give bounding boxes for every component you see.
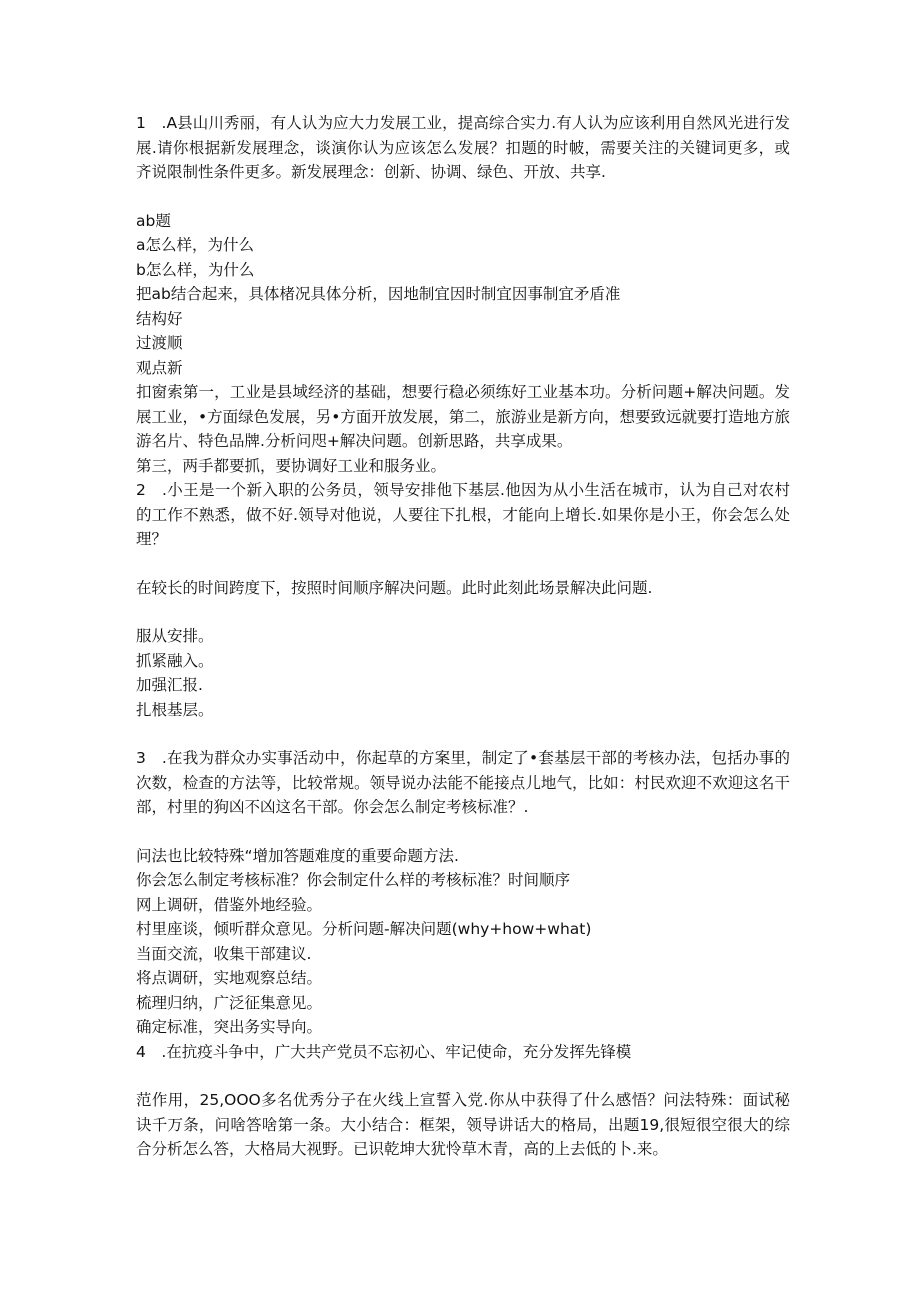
text-line: 扎根基层。 xyxy=(136,700,214,719)
paragraph-spacer xyxy=(136,600,790,624)
text-line: 服从安排。 xyxy=(136,627,214,645)
text-line: b怎么样，为什么 xyxy=(136,260,255,279)
text-line: 抓紧融入。 xyxy=(136,651,214,670)
body-paragraph: 扣窗索第一，工业是县域经济的基础，想要行稳必须练好工业基本功。分析问题+解决问题。发展工业，•方面绿色发展，另•方面开放发展，第二，旅游业是新方向，想要致远就要打造地方旅游名片、特色品牌.分析问咫+解决问题。创新思路，共享成果。 xyxy=(136,383,790,450)
paragraph-spacer xyxy=(136,722,790,746)
text-line: 观点新 xyxy=(136,358,183,377)
text-line: 4 .在抗疫斗争中，广大共产党员不忘初心、牢记使命，充分发挥先锋模 xyxy=(136,1042,632,1061)
body-paragraph: 1 .A县山川秀丽，有人认为应大力发展工业，提高综合实力.有人认为应该利用自然风光进行发展.请你根据新发展理念，谈演你认为应该怎么发展？扣题的时帔，需要关注的关键词更多，或齐说限制性条件更多。新发展理念：创新、协调、绿色、开放、共享. xyxy=(136,114,790,181)
text-line: 加强汇报. xyxy=(136,676,203,694)
text-line: ab题 xyxy=(136,211,171,230)
paragraph-spacer xyxy=(136,1064,790,1088)
text-line: 梳理归纳，广泛征集意见。 xyxy=(136,993,323,1012)
text-line: 将点调研，实地观察总结。 xyxy=(136,969,323,987)
text-line: 确定标准，突出务实导向。 xyxy=(136,1018,323,1036)
text-line: 在较长的时间跨度下，按照时间顺序解决问题。此时此刻此场景解决此问题. xyxy=(136,578,653,597)
body-paragraph: 范作用，25,OOO多名优秀分子在火线上宣誓入党.你从中获得了什么感悟？问法特殊：面试秘诀千万条，问啥答啥第一条。大小结合：框架，领导讲话大的格局，出题19,很短很空很大的综合分析怎么答，大格局大视野。已识乾坤大犹怜草木青，高的上去低的卜.来。 xyxy=(136,1091,790,1158)
text-line: 网上调研，借鉴外地经验。 xyxy=(136,895,323,914)
text-line: a怎么样，为什么 xyxy=(136,236,254,254)
paragraph-spacer xyxy=(136,820,790,844)
text-line: 问法也比较特殊“增加答题难度的重要命题方法. xyxy=(136,846,459,865)
body-paragraph: 3 .在我为群众办实事活动中，你起草的方案里，制定了•套基层干部的考核办法，包括办事的次数，检查的方法等，比较常规。领导说办法能不能接点儿地气，比如：村民欢迎不欢迎这名干部，村里的狗凶不凶这名干部。你会怎么制定考核标准？. xyxy=(136,749,790,816)
document-body xyxy=(136,111,790,1162)
text-line: 把ab结合起来，具体楮况具体分析，因地制宜因时制宜因事制宜矛盾准 xyxy=(136,285,621,303)
text-line: 当面交流，收集干部建议. xyxy=(136,944,312,963)
text-line: 结构好 xyxy=(136,309,183,328)
text-line: 第三，两手都要抓，要协调好工业和服务业。 xyxy=(136,456,447,475)
body-paragraph: 2 .小王是一个新入职的公务员，领导安排他下基层.他因为从小生活在城市，认为自己对农村的工作不熟悉，做不好.领导对他说，人要往下扎根，才能向上增长.如果你是小王，你会怎么处理？ xyxy=(136,481,790,548)
text-line: 你会怎么制定考核标准？你会制定什么样的考核标准？时间顺序 xyxy=(136,871,571,889)
paragraph-spacer xyxy=(136,552,790,576)
paragraph-spacer xyxy=(136,185,790,209)
text-line: 村里座谈，倾听群众意见。分析问题-解决问题(why+how+what) xyxy=(136,920,592,938)
text-line: 过渡顺 xyxy=(136,334,183,352)
